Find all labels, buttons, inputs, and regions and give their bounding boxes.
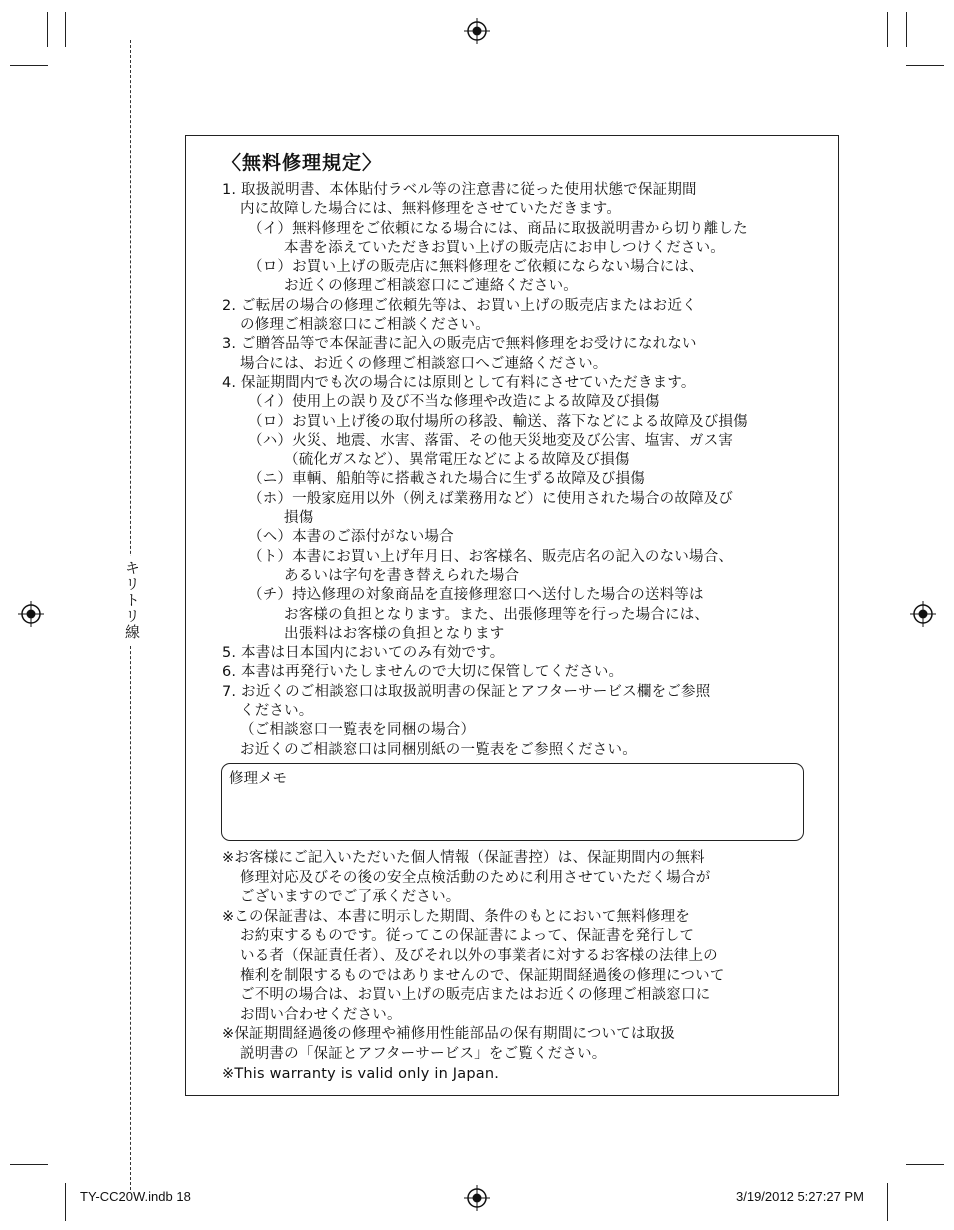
crop-mark (887, 1183, 888, 1221)
term-line: 4. 保証期間内でも次の場合には原則として有料にさせていただきます。 (222, 374, 696, 391)
note-line: ※この保証書は、本書に明示した期間、条件のもとにおいて無料修理を (222, 908, 691, 925)
term-line: （ご相談窓口一覧表を同梱の場合） (240, 722, 476, 739)
note-line: お問い合わせください。 (240, 1006, 402, 1023)
notes-section (222, 849, 822, 1084)
crop-mark (65, 12, 66, 47)
term-line: 内に故障した場合には、無料修理をさせていただきます。 (240, 201, 622, 218)
note-line: ※お客様にご記入いただいた個人情報（保証書控）は、保証期間内の無料 (222, 850, 705, 866)
term-line: （ロ）お買い上げの販売店に無料修理をご依頼にならない場合には、 (248, 259, 704, 276)
repair-memo-label: 修理メモ (229, 771, 287, 787)
term-line: （イ）使用上の誤り及び不当な修理や改造による故障及び損傷 (248, 394, 660, 411)
term-line: 本書を添えていただきお買い上げの販売店にお申しつけください。 (284, 239, 725, 256)
term-line: 損傷 (284, 510, 314, 527)
term-line: （ロ）お買い上げ後の取付場所の移設、輸送、落下などによる故障及び損傷 (248, 413, 748, 430)
note-line: 修理対応及びその後の安全点検活動のために利用させていただく場合が (240, 869, 711, 886)
term-line: （ハ）火災、地震、水害、落雷、その他天災地変及び公害、塩害、ガス害 (248, 432, 734, 449)
crop-mark (65, 1183, 66, 1221)
footer-timestamp: 3/19/2012 5:27:27 PM (736, 1189, 864, 1204)
term-line: 3. ご贈答品等で本保証書に記入の販売店で無料修理をお受けになれない (222, 336, 697, 353)
footer-file-info: TY-CC20W.indb 18 (80, 1189, 191, 1204)
term-line: （ヘ）本書のご添付がない場合 (248, 529, 454, 546)
note-line: 説明書の「保証とアフターサービス」をご覧ください。 (240, 1045, 607, 1062)
section-title: 〈無料修理規定〉 (222, 152, 383, 174)
note-line: ※保証期間経過後の修理や補修用性能部品の保有期間については取扱 (222, 1026, 676, 1043)
registration-mark-icon (910, 601, 936, 627)
term-line: 2. ご転居の場合の修理ご依頼先等は、お買い上げの販売店またはお近く (222, 297, 697, 314)
repair-memo-box (221, 763, 804, 841)
term-line: の修理ご相談窓口にご相談ください。 (240, 317, 490, 334)
term-line: 場合には、お近くの修理ご相談窓口へご連絡ください。 (240, 355, 608, 372)
crop-mark (906, 65, 944, 66)
term-line: （ト）本書にお買い上げ年月日、お客様名、販売店名の記入のない場合、 (248, 548, 734, 565)
note-line: ※This warranty is valid only in Japan. (222, 1065, 500, 1082)
term-line: お客様の負担となります。また、出張修理等を行った場合には、 (284, 606, 710, 623)
note-line: お約束するものです。従ってこの保証書によって、保証書を発行して (240, 928, 695, 945)
crop-mark (906, 1164, 944, 1165)
crop-mark (10, 1164, 48, 1165)
registration-mark-icon (18, 601, 44, 627)
term-line: 1. 取扱説明書、本体貼付ラベル等の注意書に従った使用状態で保証期間 (222, 182, 697, 198)
term-line: お近くのご相談窓口は同梱別紙の一覧表をご参照ください。 (240, 741, 637, 758)
term-line: 6. 本書は再発行いたしませんので大切に保管してください。 (222, 664, 624, 681)
term-line: 7. お近くのご相談窓口は取扱説明書の保証とアフターサービス欄をご参照 (222, 683, 711, 700)
note-line: いる者（保証責任者）、及びそれ以外の事業者に対するお客様の法律上の (240, 947, 718, 964)
term-line: お近くの修理ご相談窓口にご連絡ください。 (284, 278, 578, 295)
registration-mark-icon (464, 1185, 490, 1211)
term-line: （イ）無料修理をご依頼になる場合には、商品に取扱説明書から切り離した (248, 220, 748, 237)
term-line: （ホ）一般家庭用以外（例えば業務用など）に使用された場合の故障及び (248, 490, 734, 507)
term-line: ください。 (240, 703, 314, 720)
term-line: 5. 本書は日本国内においてのみ有効です。 (222, 645, 505, 662)
term-line: （硫化ガスなど）、異常電圧などによる故障及び損傷 (284, 452, 630, 469)
crop-mark (47, 12, 48, 47)
term-line: （チ）持込修理の対象商品を直接修理窓口へ送付した場合の送料等は (248, 587, 704, 604)
repair-terms (222, 181, 822, 760)
crop-mark (10, 65, 48, 66)
term-line: （ニ）車輌、船舶等に搭載された場合に生ずる故障及び損傷 (248, 471, 645, 488)
note-line: 権利を制限するものではありませんので、保証期間経過後の修理について (240, 967, 725, 984)
note-line: ございますのでご了承ください。 (240, 889, 461, 906)
crop-mark (906, 12, 907, 47)
term-line: 出張料はお客様の負担となります (284, 625, 505, 642)
term-line: あるいは字句を書き替えられた場合 (284, 567, 520, 584)
crop-mark (887, 12, 888, 47)
registration-mark-icon (464, 18, 490, 44)
note-line: ご不明の場合は、お買い上げの販売店またはお近くの修理ご相談窓口に (240, 987, 711, 1004)
cut-line-label: キリトリ線 (121, 556, 141, 644)
